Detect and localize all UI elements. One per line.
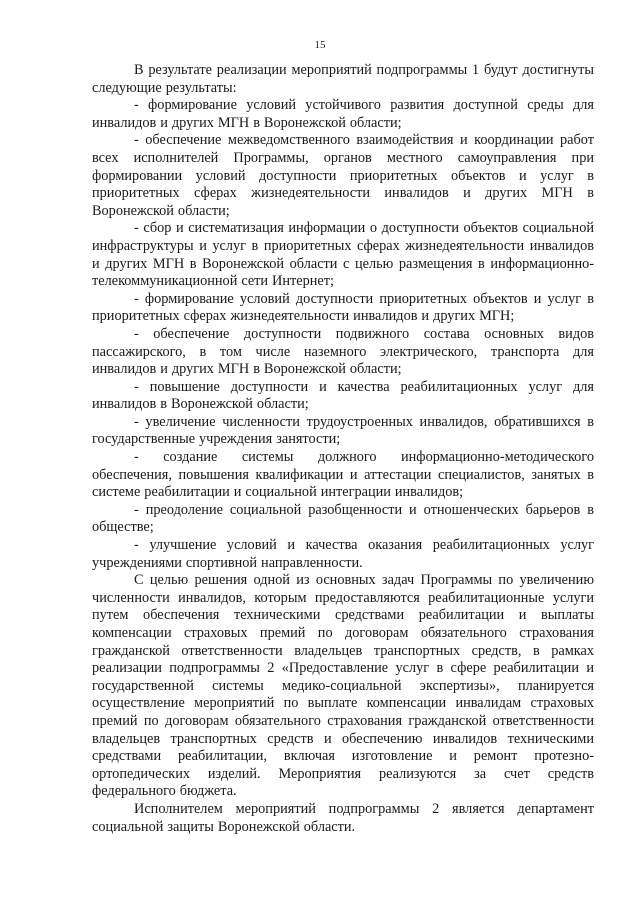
paragraph-executor: Исполнителем мероприятий подпрограммы 2 является департамент социальной защиты Воронежской области. <box>92 800 594 835</box>
page-number: 15 <box>314 39 326 51</box>
body-text <box>92 62 594 836</box>
list-item-information-collection: - сбор и систематизация информации о доступности объектов социальной инфраструктуры и услуг в приоритетных сферах жизнедеятельности инвалидов и других МГН в Воронежской области с целью размещения в информационно-телекоммуникационной сети Интернет; <box>92 220 594 290</box>
list-item-sports-institutions: - улучшение условий и качества оказания реабилитационных услуг учреждениями спортивной направленности. <box>92 537 594 571</box>
list-item-transport-accessibility: - обеспечение доступности подвижного состава основных видов пассажирского, в том числе наземного электрического, транспорта для инвалидов и других МГН в Воронежской области; <box>92 325 594 378</box>
list-item-methodical-support: - создание системы должного информационно-методического обеспечения, повышения квалификации и аттестации специалистов, занятых в системе реабилитации и социальной интеграции инвалидов; <box>92 449 594 501</box>
paragraph-results-intro: В результате реализации мероприятий подпрограммы 1 будут достигнуты следующие результаты: <box>92 62 594 96</box>
list-item-social-barriers: - преодоление социальной разобщенности и отношенческих барьеров в обществе; <box>92 501 594 536</box>
list-item-employment: - увеличение численности трудоустроенных инвалидов, обратившихся в государственные учреждения занятости; <box>92 413 594 448</box>
list-item-accessible-environment: - формирование условий устойчивого развития доступной среды для инвалидов и других МГН в Воронежской области; <box>92 97 594 131</box>
paragraph-subprogram-2: С целью решения одной из основных задач Программы по увеличению численности инвалидов, которым предоставляются реабилитационные услуги путем обеспечения техническими средствами реабилитации и выплаты компенсации страховых премий по договорам обязательного страхования гражданской ответственности владельцев транспортных средств, в рамках реализации подпрограммы 2 «Предоставление услуг в сфере реабилитации и государственной системы медико-социальной экспертизы», планируется осуществление мероприятий по выплате компенсации инвалидам страховых премий по договорам обязательного страхования гражданской ответственности владельцев транспортных средств и обеспечению инвалидов техническими средствами реабилитации, включая изготовление и ремонт протезно-ортопедических изделий. Мероприятия реализуются за счет средств федерального бюджета. <box>92 572 594 800</box>
list-item-interagency-cooperation: - обеспечение межведомственного взаимодействия и координации работ всех исполнителей Программы, органов местного самоуправления при формировании условий доступности приоритетных объектов и услуг в приоритетных сферах жизнедеятельности инвалидов и других МГН в Воронежской области; <box>92 132 594 219</box>
list-item-rehabilitation-quality: - повышение доступности и качества реабилитационных услуг для инвалидов в Воронежской области; <box>92 378 594 413</box>
list-item-priority-objects: - формирование условий доступности приоритетных объектов и услуг в приоритетных сферах жизнедеятельности инвалидов и других МГН; <box>92 290 594 325</box>
